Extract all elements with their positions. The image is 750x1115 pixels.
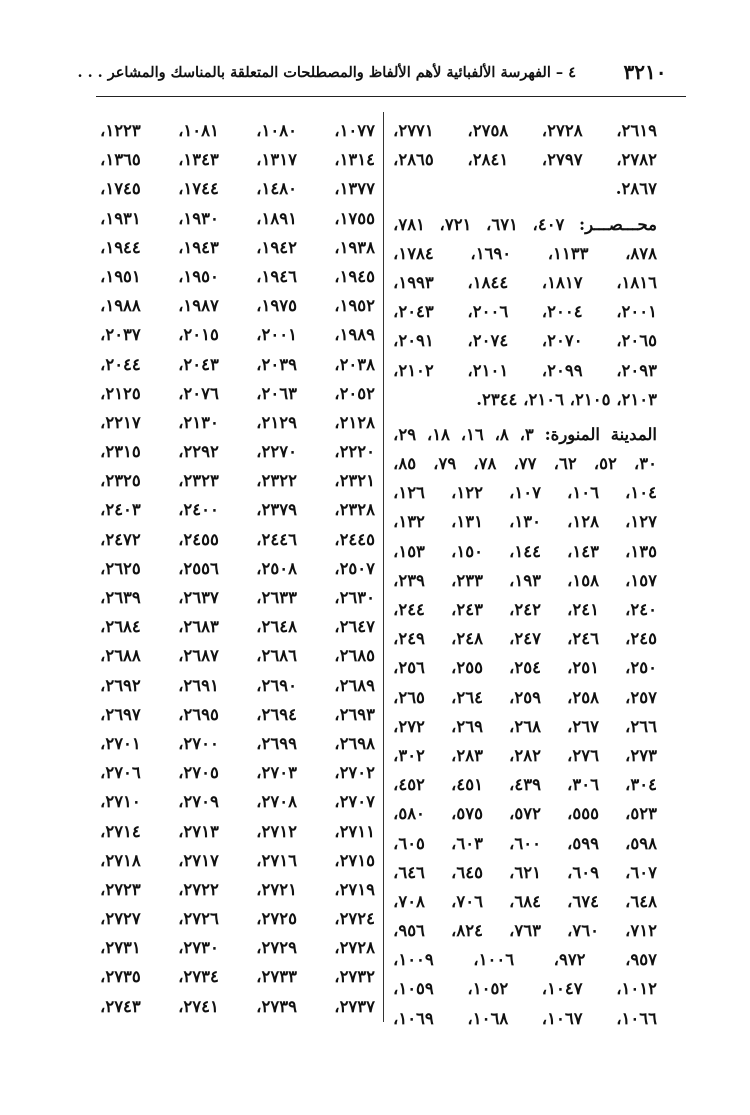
index-entry-heading-madina: المدينة المنورة: ٣، ٨، ١٦، ١٨، ٢٩، [393,424,657,444]
header-rule [96,96,686,97]
index-line: ٢٣٢٨، ٢٣٧٩، ٢٤٠٠، ٢٤٠٣، [100,500,375,520]
index-line: ٢٦٩٣، ٢٦٩٤، ٢٦٩٥، ٢٦٩٧، [100,704,375,724]
index-line: ٢٧٠٢، ٢٧٠٣، ٢٧٠٥، ٢٧٠٦، [100,763,375,783]
index-line: ١٠٦٦، ١٠٦٧، ١٠٦٨، ١٠٦٩، [393,1008,657,1028]
index-line: ١٥٧، ١٥٨، ١٩٣، ٢٣٣، ٢٣٩، [393,570,657,590]
index-line: ١٠١٢، ١٠٤٧، ١٠٥٢، ١٠٥٩، [393,979,657,999]
index-line: ٢٧٨٢، ٢٧٩٧، ٢٨٤١، ٢٨٦٥، [393,150,657,170]
index-line: ٢٨٦٧. [615,179,657,199]
index-line: ٣٠، ٥٢، ٦٢، ٧٧، ٧٨، ٧٩، ٨٥، [393,454,657,474]
index-line: ١٩٨٩، ٢٠٠١، ٢٠١٥، ٢٠٣٧، [100,325,375,345]
index-line: ٢٠٠١، ٢٠٠٤، ٢٠٠٦، ٢٠٤٣، [393,302,657,322]
index-line: ١٧٥٥، ١٨٩١، ١٩٣٠، ١٩٣١، [100,208,375,228]
index-line: ٧١٢، ٧٦٠، ٧٦٣، ٨٢٤، ٩٥٦، [393,921,657,941]
index-line: ٢٦٨٥، ٢٦٨٦، ٢٦٨٧، ٢٦٨٨، [100,646,375,666]
column-divider [383,112,384,1022]
index-line: ٢٦١٩، ٢٧٢٨، ٢٧٥٨، ٢٧٧١، [393,121,657,140]
index-line: ١٩٣٨، ١٩٤٢، ١٩٤٣، ١٩٤٤، [100,237,375,257]
index-line: ١٩٤٥، ١٩٤٦، ١٩٥٠، ١٩٥١، [100,266,375,286]
index-line: ١٠٧٧، ١٠٨٠، ١٠٨١، ١٢٢٣، [100,121,375,140]
index-line: ١٣٥، ١٤٣، ١٤٤، ١٥٠، ١٥٣، [393,541,657,561]
index-line: ٥٢٣، ٥٥٥، ٥٧٢، ٥٧٥، ٥٨٠، [393,804,657,824]
index-line: ٩٥٧، ٩٧٢، ١٠٠٦، ١٠٠٩، [393,950,657,970]
index-line: ٢٧٣٢، ٢٧٣٣، ٢٧٣٤، ٢٧٣٥، [100,967,375,987]
index-line: ٢٢٢٠، ٢٢٧٠، ٢٢٩٢، ٢٣١٥، [100,442,375,462]
index-line: ١٩٥٢، ١٩٧٥، ١٩٨٧، ١٩٨٨، [100,296,375,316]
index-line: ٢٧١١، ٢٧١٢، ٢٧١٣، ٢٧١٤، [100,821,375,841]
index-line: ٢٧٣٧، ٢٧٣٩، ٢٧٤١، ٢٧٤٣، [100,996,375,1016]
index-line: ٢٦٤٧، ٢٦٤٨، ٢٦٨٣، ٢٦٨٤، [100,617,375,637]
left-column [100,116,375,1021]
index-line: ٢٤٤٥، ٢٤٤٦، ٢٤٥٥، ٢٤٧٢، [100,529,375,549]
index-line: ٢٣٢١، ٢٣٢٢، ٢٣٢٣، ٢٣٢٥، [100,471,375,491]
index-line: ٢٥٠٧، ٢٥٠٨، ٢٥٥٦، ٢٦٢٥، [100,558,375,578]
index-line: ٢٤٥، ٢٤٦، ٢٤٧، ٢٤٨، ٢٤٩، [393,629,657,649]
index-line: ١٣٧٧، ١٤٨٠، ١٧٤٤، ١٧٤٥، [100,179,375,199]
index-line: ٢٥٧، ٢٥٨، ٢٥٩، ٢٦٤، ٢٦٥، [393,687,657,707]
index-line: ٢٦٨٩، ٢٦٩٠، ٢٦٩١، ٢٦٩٢، [100,675,375,695]
running-title: ٤ – الفهرسة الألفبائية لأهم الألفاظ والمصطلحات المتعلقة بالمناسك والمشاعر . . . [77,64,576,81]
index-line: ٢٧١٥، ٢٧١٦، ٢٧١٧، ٢٧١٨، [100,850,375,870]
index-line: ٢٦٩٨، ٢٦٩٩، ٢٧٠٠، ٢٧٠١، [100,733,375,753]
index-line: ٢٧٣، ٢٧٦، ٢٨٢، ٢٨٣، ٣٠٢، [393,745,657,765]
index-line: ٣٠٤، ٣٠٦، ٤٣٩، ٤٥١، ٤٥٢، [393,775,657,795]
index-line: ٢٠٣٨، ٢٠٣٩، ٢٠٤٣، ٢٠٤٤، [100,354,375,374]
index-line: ٦٤٨، ٦٧٤، ٦٨٤، ٧٠٦، ٧٠٨، [393,891,657,911]
index-line: ٥٩٨، ٥٩٩، ٦٠٠، ٦٠٣، ٦٠٥، [393,833,657,853]
index-line: ٢٧٢٤، ٢٧٢٥، ٢٧٢٦، ٢٧٢٧، [100,909,375,929]
index-line: ١٨١٦، ١٨١٧، ١٨٤٤، ١٩٩٣، [393,272,657,292]
index-line: ١٢٧، ١٢٨، ١٣٠، ١٣١، ١٣٢، [393,512,657,532]
index-line: ٢٦٣٠، ٢٦٣٣، ٢٦٣٧، ٢٦٣٩، [100,588,375,607]
index-line: ٢٠٩٣، ٢٠٩٩، ٢١٠١، ٢١٠٢، [393,360,657,380]
index-line: ١٠٤، ١٠٦، ١٠٧، ١٢٢، ١٢٦، [393,483,657,503]
index-line: ٢٤٠، ٢٤١، ٢٤٢، ٢٤٣، ٢٤٤، [393,600,657,619]
index-line: ٢٠٥٢، ٢٠٦٣، ٢٠٧٦، ٢١٢٥، [100,383,375,403]
index-line: ١٣١٤، ١٣١٧، ١٣٤٣، ١٣٦٥، [100,150,375,170]
index-line: ٢٧٠٧، ٢٧٠٨، ٢٧٠٩، ٢٧١٠، [100,792,375,812]
index-line: ٢١٠٣، ٢١٠٥، ٢١٠٦، ٢٣٤٤. [476,389,657,409]
right-column [393,116,657,1033]
index-line: ٢٠٦٥، ٢٠٧٠، ٢٠٧٤، ٢٠٩١، [393,331,657,351]
index-line: ٢١٢٨، ٢١٢٩، ٢١٣٠، ٢٢١٧، [100,412,375,432]
index-line: ٨٧٨، ١١٣٣، ١٦٩٠، ١٧٨٤، [393,243,657,263]
index-line: ٢٥٠، ٢٥١، ٢٥٤، ٢٥٥، ٢٥٦، [393,658,657,678]
index-line: ٦٠٧، ٦٠٩، ٦٢١، ٦٤٥، ٦٤٦، [393,862,657,882]
page-number: ٣٢١٠ [623,60,667,84]
index-line: ٢٦٦، ٢٦٧، ٢٦٨، ٢٦٩، ٢٧٢، [393,716,657,736]
index-entry-heading-muhsar: محـــصـــر: ٤٠٧، ٦٧١، ٧٢١، ٧٨١، [393,214,657,234]
index-line: ٢٧٢٨، ٢٧٢٩، ٢٧٣٠، ٢٧٣١، [100,938,375,958]
index-line: ٢٧١٩، ٢٧٢١، ٢٧٢٢، ٢٧٢٣، [100,879,375,899]
